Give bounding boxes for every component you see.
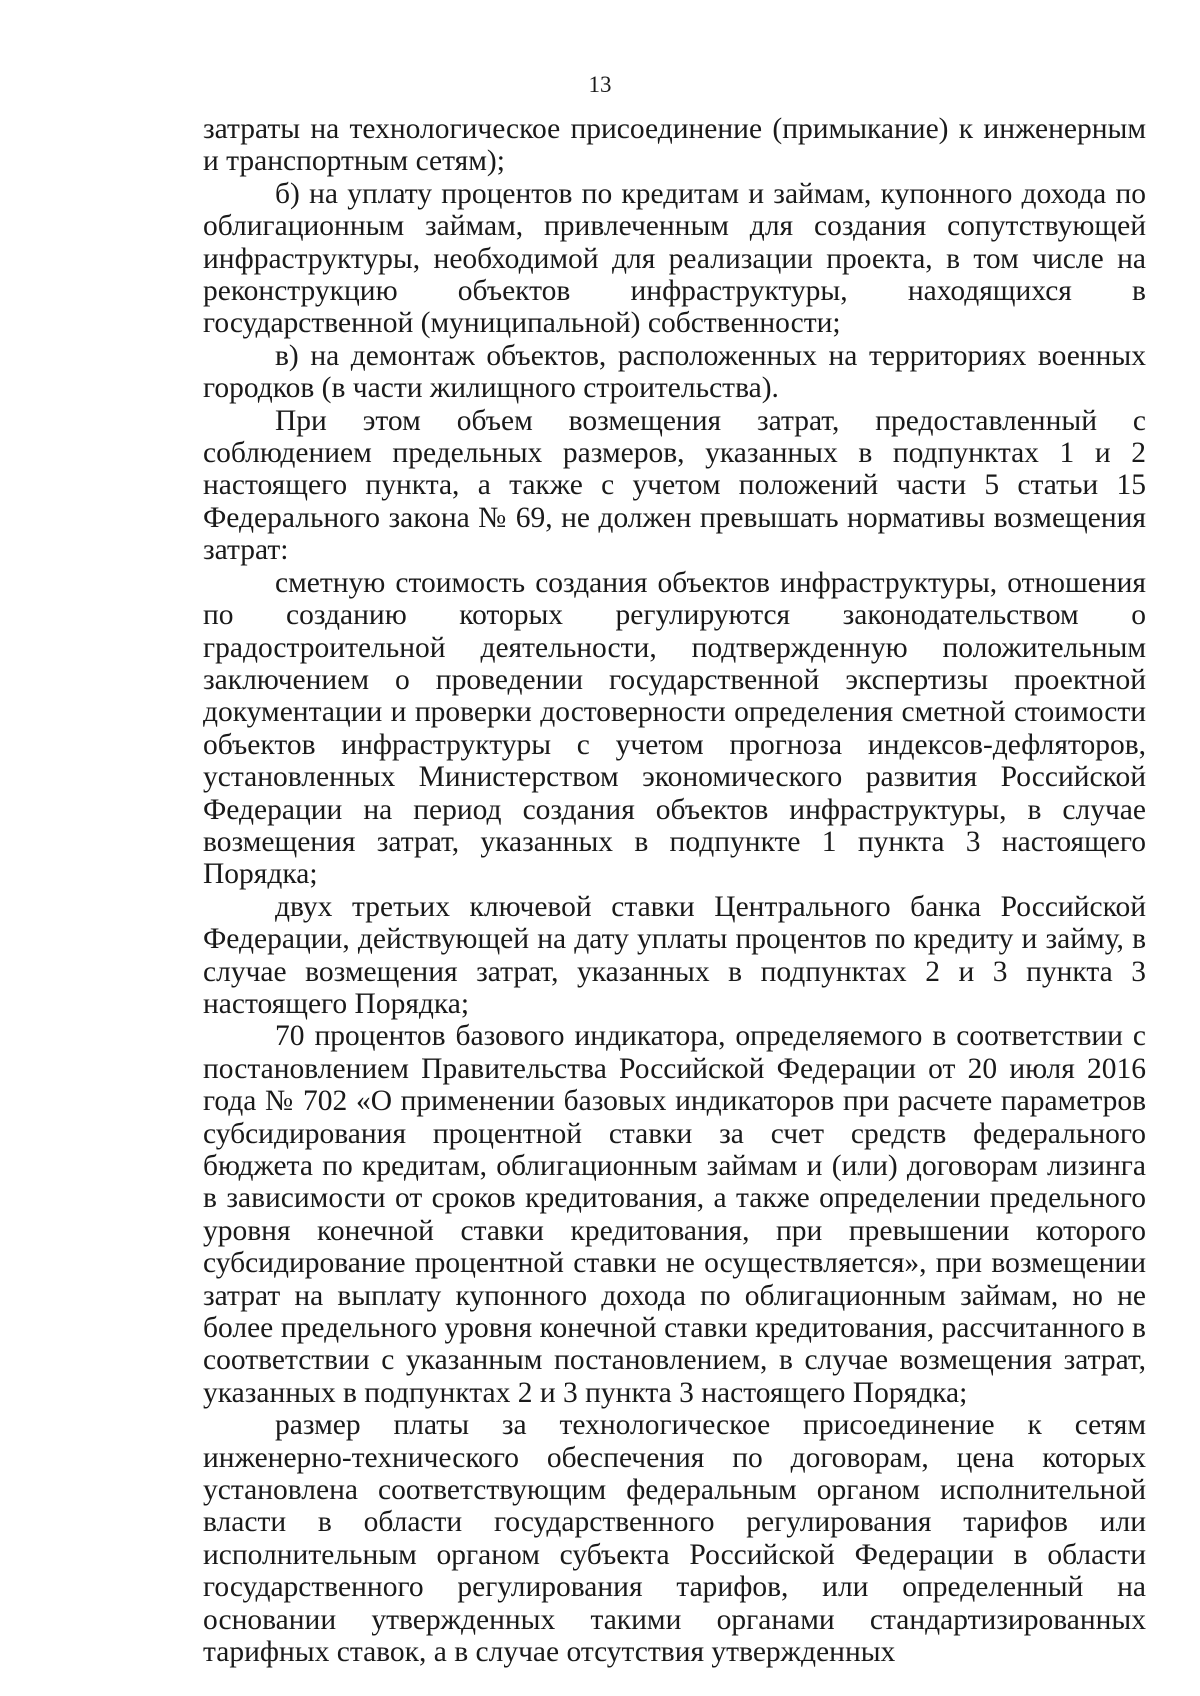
paragraph-reimbursement-volume: При этом объем возмещения затрат, предоставленный с соблюдением предельных размеров, указанных в подпунктах 1 и 2 настоящего пункта, а также с учетом положений части 5 статьи 15 Федерального закона № 69, не должен превышать нормативы возмещения затрат: — [203, 404, 1146, 567]
paragraph-item-v-demolition: в) на демонтаж объектов, расположенных на территориях военных городков (в части жилищного строительства). — [203, 339, 1146, 405]
paragraph-estimated-cost: сметную стоимость создания объектов инфраструктуры, отношения по созданию которых регулируются законодательством о градостроительной деятельности, подтвержденную положительным заключением о проведении государственной экспертизы проектной документации и проверки достоверности определения сметной стоимости объектов инфраструктуры с учетом прогноза индексов-дефляторов, установленных Министерством экономического развития Российской Федерации на период создания объектов инфраструктуры, в случае возмещения затрат, указанных в подпункте 1 пункта 3 настоящего Порядка; — [203, 566, 1146, 891]
paragraph-connection-costs: затраты на технологическое присоединение (примыкание) к инженерным и транспортным сетям); — [203, 113, 1146, 178]
paragraph-base-indicator: 70 процентов базового индикатора, определяемого в соответствии с постановлением Правительства Российской Федерации от 20 июля 2016 года № 702 «О применении базовых индикаторов при расчете параметров субсидирования процентной ставки за счет средств федерального бюджета по кредитам, облигационным займам и (или) договорам лизинга в зависимости от сроков кредитования, а также определении предельного уровня конечной ставки кредитования, при превышении которого субсидирование процентной ставки не осуществляется», при возмещении затрат на выплату купонного дохода по облигационным займам, но не более предельного уровня конечной ставки кредитования, рассчитанного в соответствии с указанным постановлением, в случае возмещения затрат, указанных в подпунктах 2 и 3 пункта 3 настоящего Порядка; — [203, 1020, 1146, 1409]
paragraph-connection-fee: размер платы за технологическое присоединение к сетям инженерно-технического обеспечения по договорам, цена которых установлена соответствующим федеральным органом исполнительной власти в области государственного регулирования тарифов или исполнительным органом субъекта Российской Федерации в области государственного регулирования тарифов, или определенный на основании утвержденных такими органами стандартизированных тарифных ставок, а в случае отсутствия утвержденных — [203, 1409, 1146, 1669]
document-body — [203, 113, 1146, 1669]
page-number: 13 — [588, 72, 612, 97]
paragraph-item-b-interest: б) на уплату процентов по кредитам и займам, купонного дохода по облигационным займам, привлеченным для создания сопутствующей инфраструктуры, необходимой для реализации проекта, в том числе на реконструкцию объектов инфраструктуры, находящихся в государственной (муниципальной) собственности; — [203, 177, 1146, 340]
paragraph-key-rate: двух третьих ключевой ставки Центрального банка Российской Федерации, действующей на дату уплаты процентов по кредиту и займу, в случае возмещения затрат, указанных в подпунктах 2 и 3 пункта 3 настоящего Порядка; — [203, 890, 1146, 1020]
